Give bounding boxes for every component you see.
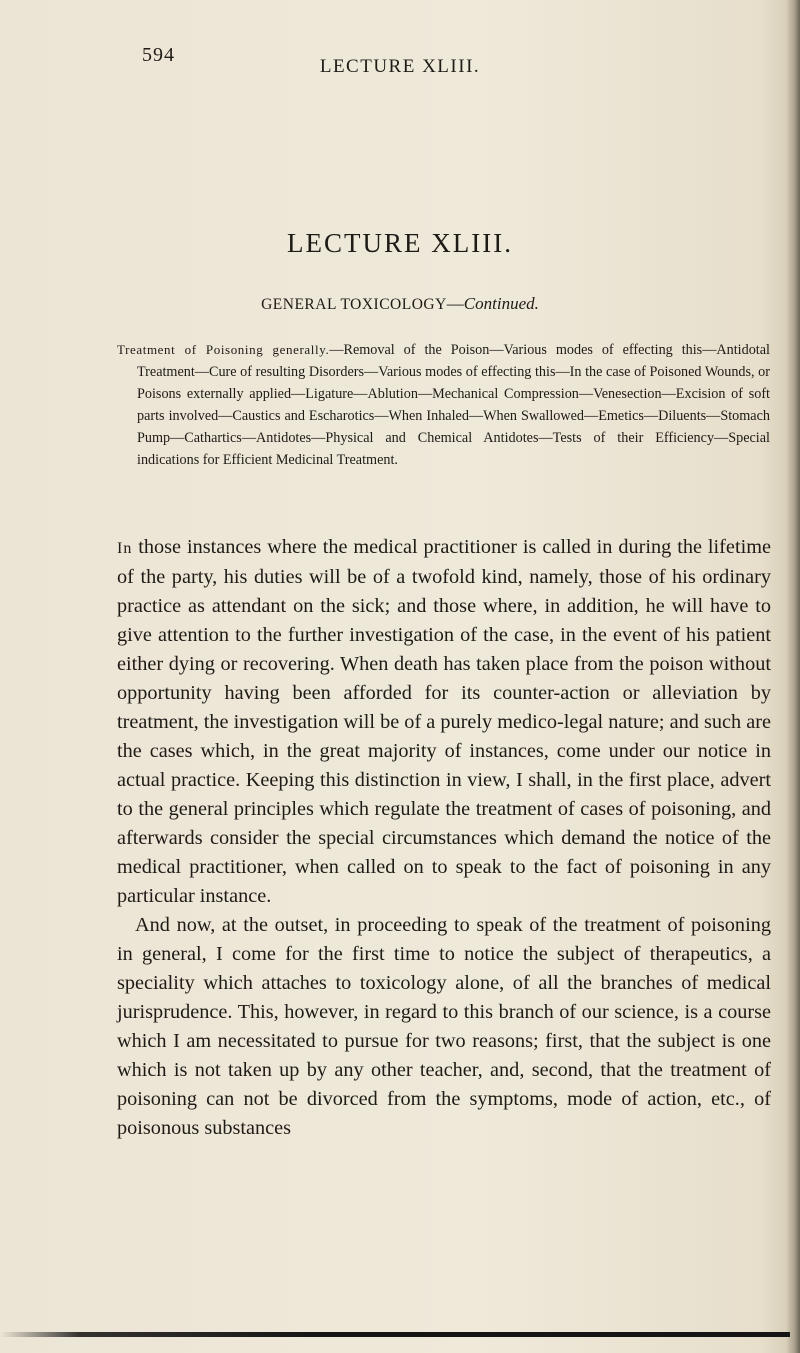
- page-number: 594: [142, 44, 175, 66]
- lecture-subtitle: GENERAL TOXICOLOGY—Continued.: [261, 294, 539, 313]
- subtitle-continued: Continued.: [463, 294, 539, 313]
- synopsis-lead: Treatment of Poisoning generally.: [117, 342, 330, 357]
- body-text: [117, 533, 771, 1143]
- paragraph-1-text: those instances where the medical practitioner is called in during the lifetime of the party, his duties will be of a twofold kind, namely, those of his ordinary practice as attendant on the sick; and those where, in addition, he will have to give attention to the further investigation of the case, in the event of his patient either dying or recovering. When death has taken place from the poison without opportunity having been afforded for its counter-action or alleviation by treatment, the investigation will be of a purely medico-legal nature; and such are the cases which, in the great majority of instances, come under our notice in actual practice. Keeping this distinction in view, I shall, in the first place, advert to the general principles which regulate the treatment of cases of poisoning, and afterwards consider the special circumstances which demand the notice of the medical practitioner, when called on to speak to the fact of poisoning in any particular instance.: [117, 536, 771, 907]
- running-head: LECTURE XLIII.: [319, 56, 481, 77]
- lecture-title: LECTURE XLIII.: [287, 228, 513, 258]
- subtitle-subject: GENERAL TOXICOLOGY: [261, 296, 447, 313]
- binding-shadow: [786, 0, 800, 1353]
- paragraph-2: And now, at the outset, in proceeding to speak of the treatment of poisoning in general, I come for the first time to notice the subject of therapeutics, a speciality which attaches to toxicology alone, of all the branches of medical jurisprudence. This, however, in regard to this branch of our science, is a course which I am necessitated to pursue for two reasons; first, that the subject is one which is not taken up by any other teacher, and, second, that the treatment of poisoning can not be divorced from the symptoms, mode of action, etc., of poisonous substances: [117, 914, 771, 1139]
- paragraph-1-lead: In: [117, 540, 133, 557]
- paragraph-1: [117, 533, 771, 911]
- chapter-synopsis: [117, 339, 770, 471]
- synopsis-text: —Removal of the Poison—Various modes of effecting this—Antidotal Treatment—Cure of resulting Disorders—Various modes of effecting this—In the case of Poisoned Wounds, or Poisons externally applied—Ligature—Ablution—Mechanical Compression—Venesection—Excision of soft parts involved—Caustics and Escharotics—When Inhaled—When Swallowed—Emetics—Diluents—Stomach Pump—Cathartics—Antidotes—Physical and Chemical Antidotes—Tests of their Efficiency—Special indications for Efficient Medicinal Treatment.: [137, 342, 770, 468]
- page-bottom-edge: [0, 1332, 790, 1337]
